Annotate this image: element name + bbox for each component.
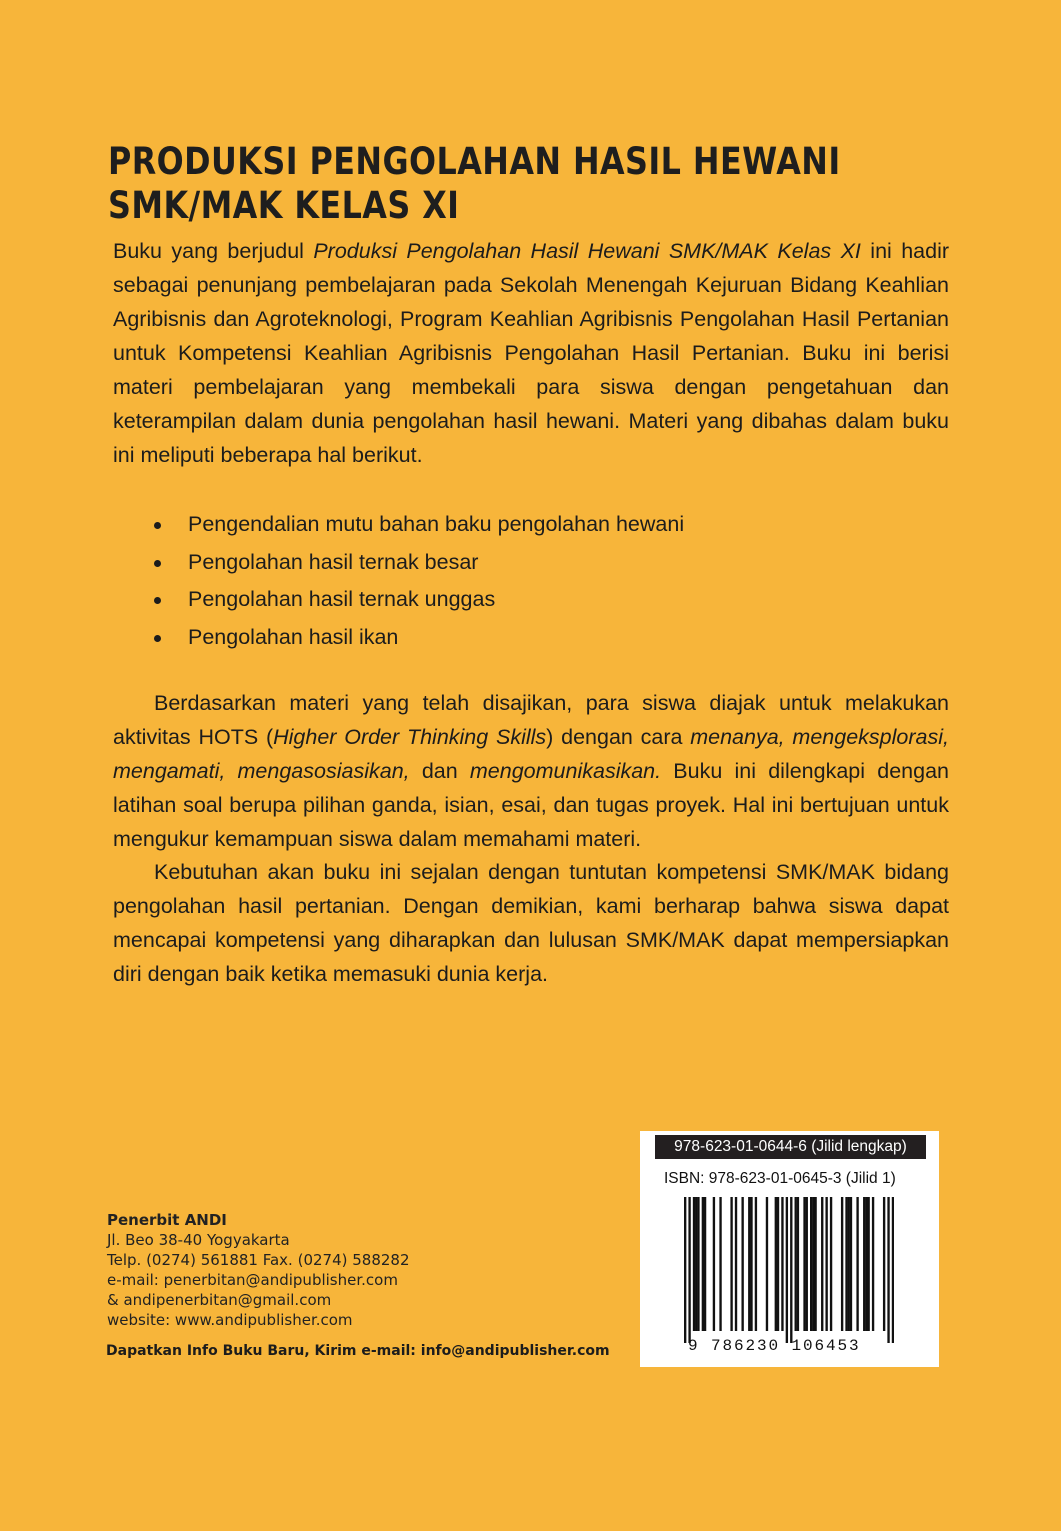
hots-paragraph: Berdasarkan materi yang telah disajikan, para siswa diajak untuk melakukan aktivitas HOTS (Higher Order Thinking Skills) dengan cara menanya, mengeksplorasi, mengamati, mengasosiasikan, dan mengomunikasikan. Buku ini dilengkapi dengan latihan soal berupa pilihan ganda, isian, esai, dan tugas proyek. Hal ini bertujuan untuk mengukur kemampuan siswa dalam memahami materi.: [113, 691, 949, 851]
barcode-bar: [821, 1197, 823, 1331]
publisher-email: e-mail: penerbitan@andipublisher.com: [107, 1271, 398, 1289]
barcode-bar: [892, 1197, 894, 1343]
barcode-digits: 9 786230 106453: [688, 1337, 861, 1355]
barcode-bar: [872, 1197, 874, 1331]
list-item: Pengolahan hasil ikan: [150, 619, 850, 657]
barcode-bar: [845, 1197, 847, 1331]
activities-italic: menanya, mengeksplorasi, mengamati, mengasosiasikan,: [113, 725, 949, 783]
barcode-bar: [887, 1197, 889, 1343]
barcode-bar: [755, 1197, 757, 1331]
barcode-bar: [856, 1197, 858, 1331]
list-item: Pengolahan hasil ternak besar: [150, 544, 850, 582]
barcode-bar: [863, 1197, 865, 1331]
barcode-bar: [735, 1197, 737, 1331]
barcode-bar: [695, 1197, 697, 1331]
publisher-email-alt: & andipenerbitan@gmail.com: [107, 1291, 332, 1309]
intro-text-start: Buku yang berjudul: [113, 239, 314, 263]
barcode-bar: [684, 1197, 686, 1343]
barcode-bar: [814, 1197, 816, 1331]
barcode-bar: [693, 1197, 695, 1331]
bullet-icon: [154, 560, 161, 567]
barcode-bar: [786, 1197, 788, 1343]
barcode-bar: [750, 1197, 752, 1331]
info-line: Dapatkan Info Buku Baru, Kirim e-mail: info@andipublisher.com: [106, 1343, 610, 1359]
barcode-bar: [719, 1197, 721, 1331]
barcode-bar: [867, 1197, 869, 1331]
barcode-bar: [883, 1197, 885, 1331]
barcode-bar: [850, 1197, 852, 1331]
closing-paragraph: Kebutuhan akan buku ini sejalan dengan tuntutan kompetensi SMK/MAK bidang pengolahan hasil pertanian. Dengan demikian, kami berharap bahwa siswa dapat mencapai kompetensi yang diharapkan dan lulusan SMK/MAK dapat mempersiapkan diri dengan baik ketika memasuki dunia kerja.: [113, 860, 949, 986]
barcode-bar: [688, 1197, 690, 1343]
barcode-bar: [797, 1197, 799, 1331]
publisher-name: Penerbit ANDI: [107, 1211, 227, 1229]
title-line-1: PRODUKSI PENGOLAHAN HASIL HEWANI: [108, 140, 841, 183]
barcode-bar: [865, 1197, 867, 1331]
barcode-bar: [781, 1197, 783, 1331]
list-item: Pengolahan hasil ternak unggas: [150, 581, 850, 619]
barcode-bar: [697, 1197, 699, 1331]
hots-italic: Higher Order Thinking Skills: [273, 725, 547, 749]
intro-paragraph: [113, 234, 949, 472]
barcode-bar: [848, 1197, 850, 1331]
topic-list: [150, 506, 850, 656]
communicate-italic: mengomunikasikan.: [469, 759, 662, 783]
bullet-icon: [154, 597, 161, 604]
book-title: [108, 140, 882, 228]
barcode-bar: [795, 1197, 797, 1331]
publisher-info: [107, 1210, 410, 1330]
barcode-bar: [841, 1197, 843, 1331]
barcode-bar: [812, 1197, 814, 1331]
barcode-bar: [790, 1197, 792, 1343]
isbn-barcode-box: [640, 1131, 939, 1367]
bullet-icon: [154, 522, 161, 529]
barcode-bar: [702, 1197, 704, 1331]
isbn-volume: ISBN: 978-623-01-0645-3 (Jilid 1): [664, 1170, 896, 1187]
bullet-icon: [154, 635, 161, 642]
barcode-bar: [713, 1197, 715, 1331]
barcode-bar: [806, 1197, 808, 1331]
barcode-bar: [730, 1197, 732, 1331]
isbn-full-set: 978-623-01-0644-6 (Jilid lengkap): [655, 1135, 926, 1159]
barcode-bar: [830, 1197, 832, 1331]
barcode-bar: [704, 1197, 706, 1331]
intro-book-title-italic: Produksi Pengolahan Hasil Hewani SMK/MAK Kelas XI: [313, 239, 861, 263]
publisher-website: website: www.andipublisher.com: [107, 1311, 353, 1329]
barcode-icon: [684, 1197, 894, 1343]
barcode-bar: [775, 1197, 777, 1331]
publisher-phone: Telp. (0274) 561881 Fax. (0274) 588282: [107, 1251, 410, 1269]
barcode-bar: [825, 1197, 827, 1331]
barcode-bar: [766, 1197, 768, 1331]
barcode-bar: [741, 1197, 743, 1331]
list-item: Pengendalian mutu bahan baku pengolahan hewani: [150, 506, 850, 544]
barcode-bar: [810, 1197, 812, 1331]
barcode-bar: [803, 1197, 805, 1331]
title-line-2: SMK/MAK KELAS XI: [108, 184, 460, 227]
intro-text-rest: ini hadir sebagai penunjang pembelajaran pada Sekolah Menengah Kejuruan Bidang Keahlian Agribisnis dan Agroteknologi, Program Keahlian Agribisnis Pengolahan Hasil Pertanian untuk Kompetensi Keahlian Agribisnis Pengolahan Hasil Pertanian. Buku ini berisi materi pembelajaran yang membekali para siswa dengan pengetahuan dan keterampilan dalam dunia pengolahan hasil hewani. Materi yang dibahas dalam buku ini meliputi beberapa hal berikut.: [113, 239, 950, 467]
barcode-bar: [748, 1197, 750, 1331]
publisher-address: Jl. Beo 38-40 Yogyakarta: [107, 1231, 290, 1249]
barcode-bar: [777, 1197, 779, 1331]
